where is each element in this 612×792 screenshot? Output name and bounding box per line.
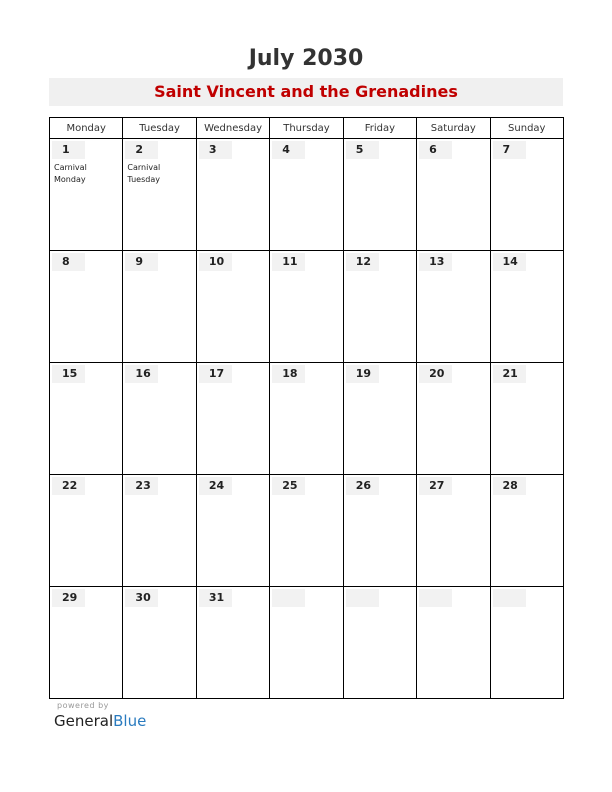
day-number: 4 <box>272 141 305 159</box>
day-number <box>346 589 379 607</box>
day-cell <box>196 475 269 587</box>
weekday-header-row <box>50 118 564 139</box>
day-number: 3 <box>199 141 232 159</box>
day-cell <box>50 363 123 475</box>
day-cell <box>123 363 196 475</box>
day-cell <box>50 587 123 699</box>
week-row <box>50 139 564 251</box>
day-number: 18 <box>272 365 305 383</box>
day-number: 12 <box>346 253 379 271</box>
day-cell <box>123 139 196 251</box>
day-number: 5 <box>346 141 379 159</box>
day-cell <box>417 363 490 475</box>
day-number: 28 <box>493 477 526 495</box>
day-number: 30 <box>125 589 158 607</box>
day-number: 22 <box>52 477 85 495</box>
day-number: 7 <box>493 141 526 159</box>
day-number: 11 <box>272 253 305 271</box>
country-name: Saint Vincent and the Grenadines <box>154 82 458 101</box>
day-cell <box>196 139 269 251</box>
brand-logo <box>54 712 146 730</box>
day-cell <box>490 363 563 475</box>
day-cell <box>417 475 490 587</box>
day-number: 14 <box>493 253 526 271</box>
week-row <box>50 587 564 699</box>
day-cell <box>490 587 563 699</box>
week-row <box>50 251 564 363</box>
day-number: 2 <box>125 141 158 159</box>
week-row <box>50 475 564 587</box>
week-row <box>50 363 564 475</box>
day-cell <box>270 139 343 251</box>
weekday-header: Saturday <box>417 118 490 139</box>
day-number: 8 <box>52 253 85 271</box>
day-number: 6 <box>419 141 452 159</box>
day-cell <box>343 363 416 475</box>
calendar-body <box>50 139 564 699</box>
brand-blue: Blue <box>113 712 147 730</box>
day-number: 29 <box>52 589 85 607</box>
weekday-header: Tuesday <box>123 118 196 139</box>
weekday-header: Thursday <box>270 118 343 139</box>
day-number: 1 <box>52 141 85 159</box>
day-number: 17 <box>199 365 232 383</box>
day-cell <box>270 363 343 475</box>
day-number: 10 <box>199 253 232 271</box>
day-cell <box>50 475 123 587</box>
day-cell <box>490 251 563 363</box>
day-cell <box>490 139 563 251</box>
day-cell <box>343 251 416 363</box>
day-number: 26 <box>346 477 379 495</box>
day-cell <box>270 475 343 587</box>
day-cell <box>123 587 196 699</box>
day-cell <box>343 587 416 699</box>
day-number: 15 <box>52 365 85 383</box>
day-cell <box>270 251 343 363</box>
brand-general: General <box>54 712 114 730</box>
day-number <box>493 589 526 607</box>
country-banner <box>49 78 563 106</box>
page-title: July 2030 <box>248 46 364 71</box>
day-number <box>419 589 452 607</box>
calendar-grid <box>49 117 564 699</box>
weekday-header: Wednesday <box>196 118 269 139</box>
day-cell <box>417 251 490 363</box>
day-number: 16 <box>125 365 158 383</box>
day-cell <box>343 475 416 587</box>
day-number: 21 <box>493 365 526 383</box>
day-cell <box>196 251 269 363</box>
day-cell <box>417 139 490 251</box>
holiday-label: Carnival Monday <box>54 163 87 184</box>
day-cell <box>343 139 416 251</box>
day-cell <box>196 363 269 475</box>
day-number: 27 <box>419 477 452 495</box>
day-number: 19 <box>346 365 379 383</box>
day-number: 23 <box>125 477 158 495</box>
powered-by-text: powered by <box>57 701 109 710</box>
holiday-label: Carnival Tuesday <box>127 163 161 184</box>
day-cell <box>123 475 196 587</box>
day-number: 24 <box>199 477 232 495</box>
day-number: 31 <box>199 589 232 607</box>
day-number: 9 <box>125 253 158 271</box>
day-number: 20 <box>419 365 452 383</box>
day-cell <box>50 251 123 363</box>
day-cell <box>50 139 123 251</box>
weekday-header: Friday <box>343 118 416 139</box>
day-number: 13 <box>419 253 452 271</box>
weekday-header: Monday <box>50 118 123 139</box>
day-cell <box>123 251 196 363</box>
day-cell <box>417 587 490 699</box>
day-number: 25 <box>272 477 305 495</box>
weekday-header: Sunday <box>490 118 563 139</box>
day-number <box>272 589 305 607</box>
day-cell <box>196 587 269 699</box>
day-cell <box>490 475 563 587</box>
day-cell <box>270 587 343 699</box>
